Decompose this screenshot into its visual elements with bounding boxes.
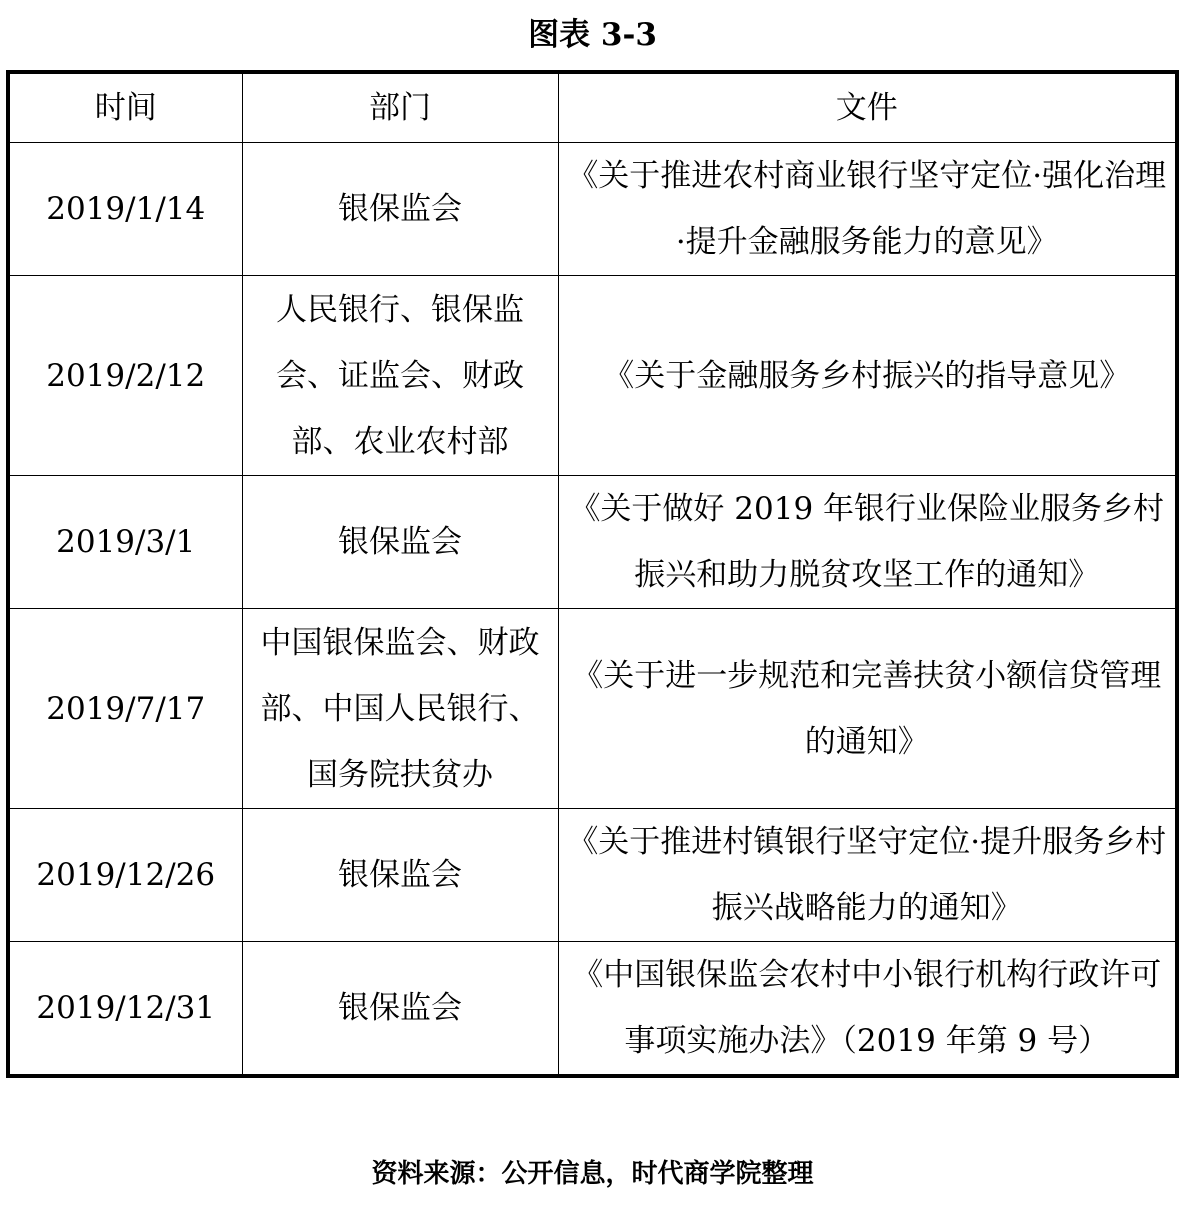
cell-doc: 《关于金融服务乡村振兴的指导意见》 xyxy=(558,276,1177,476)
cell-dept: 银保监会 xyxy=(242,942,558,1077)
cell-doc: 《关于推进村镇银行坚守定位·提升服务乡村振兴战略能力的通知》 xyxy=(558,809,1177,942)
cell-doc: 《关于进一步规范和完善扶贫小额信贷管理的通知》 xyxy=(558,609,1177,809)
cell-dept: 人民银行、银保监会、证监会、财政部、农业农村部 xyxy=(242,276,558,476)
cell-dept: 中国银保监会、财政部、中国人民银行、国务院扶贫办 xyxy=(242,609,558,809)
cell-doc: 《中国银保监会农村中小银行机构行政许可事项实施办法》（2019 年第 9 号） xyxy=(558,942,1177,1077)
table-row xyxy=(8,143,1177,276)
table-row xyxy=(8,609,1177,809)
cell-doc: 《关于推进农村商业银行坚守定位·强化治理·提升金融服务能力的意见》 xyxy=(558,143,1177,276)
table-row xyxy=(8,942,1177,1077)
cell-time: 2019/12/26 xyxy=(8,809,242,942)
table-row xyxy=(8,809,1177,942)
cell-dept: 银保监会 xyxy=(242,143,558,276)
header-time: 时间 xyxy=(8,72,242,143)
cell-time: 2019/1/14 xyxy=(8,143,242,276)
cell-time: 2019/12/31 xyxy=(8,942,242,1077)
cell-time: 2019/7/17 xyxy=(8,609,242,809)
cell-time: 2019/3/1 xyxy=(8,476,242,609)
cell-dept: 银保监会 xyxy=(242,476,558,609)
table-header-row xyxy=(8,72,1177,143)
cell-doc: 《关于做好 2019 年银行业保险业服务乡村振兴和助力脱贫攻坚工作的通知》 xyxy=(558,476,1177,609)
figure-title: 图表 3-3 xyxy=(528,17,657,53)
header-doc: 文件 xyxy=(558,72,1177,143)
cell-time: 2019/2/12 xyxy=(8,276,242,476)
table-row xyxy=(8,476,1177,609)
table-row xyxy=(8,276,1177,476)
source-note: 资料来源：公开信息，时代商学院整理 xyxy=(371,1159,814,1189)
policy-table xyxy=(6,70,1179,1078)
header-dept: 部门 xyxy=(242,72,558,143)
cell-dept: 银保监会 xyxy=(242,809,558,942)
